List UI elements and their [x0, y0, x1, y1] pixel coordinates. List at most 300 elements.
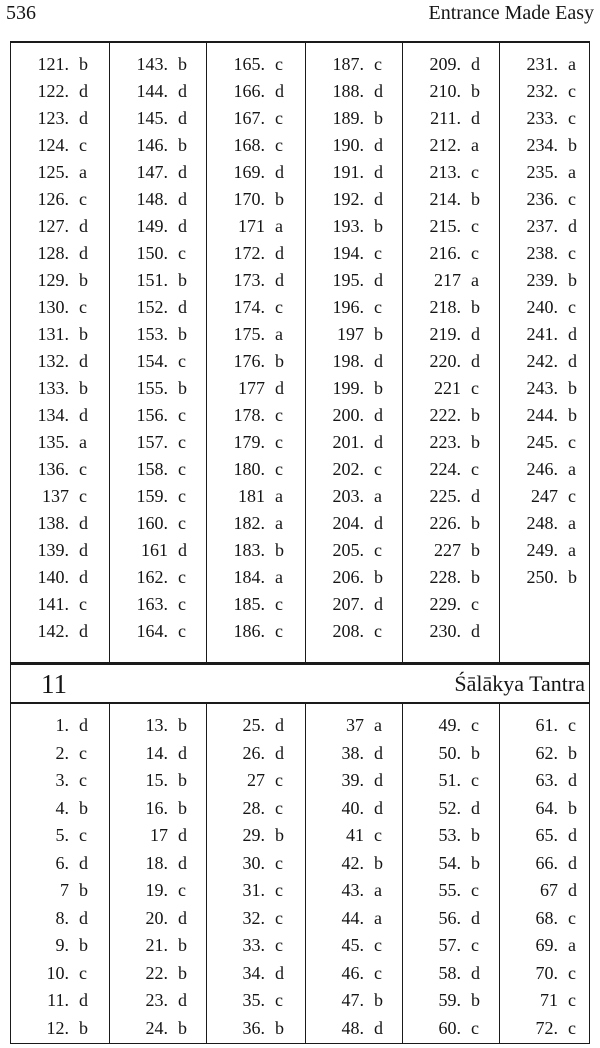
question-number: 1. [55, 715, 69, 735]
answer-table-2 [10, 702, 590, 1044]
answer-letter: d [79, 567, 88, 587]
question-number: 5. [55, 825, 69, 845]
question-number: 182. [233, 513, 265, 533]
answer-entry [403, 591, 500, 617]
question-number: 163. [136, 594, 168, 614]
question-number: 32. [242, 907, 265, 928]
answer-entry [110, 1015, 207, 1041]
answer-letter: d [79, 715, 88, 735]
answer-entry [500, 213, 590, 239]
question-number: 122. [37, 81, 69, 101]
answer-entry [306, 429, 403, 455]
answer-letter: d [374, 405, 383, 425]
question-number: 169. [233, 162, 265, 182]
answer-letter: d [568, 880, 577, 900]
question-number: 187. [332, 54, 364, 74]
answer-letter: b [79, 270, 88, 290]
answer-letter: d [79, 405, 88, 425]
answer-letter: d [374, 797, 383, 818]
answer-entry [207, 78, 306, 104]
answer-entry [110, 618, 207, 644]
answer-letter: c [471, 459, 479, 479]
answer-entry [11, 712, 109, 738]
answer-entry [500, 877, 590, 903]
question-number: 198. [332, 351, 364, 371]
answer-entry [403, 987, 500, 1013]
answer-entry [500, 375, 590, 401]
answer-entry [500, 712, 590, 738]
answer-entry [207, 767, 306, 793]
question-number: 229. [429, 594, 461, 614]
answer-letter: d [471, 962, 480, 983]
answer-entry [306, 564, 403, 590]
question-number: 45. [341, 935, 364, 955]
answer-letter: d [374, 162, 383, 182]
answer-entry [11, 132, 109, 158]
answer-letter: d [275, 270, 284, 290]
answer-entry [306, 850, 403, 876]
answer-letter: d [275, 962, 284, 983]
answer-entry [207, 618, 306, 644]
answer-entry [403, 456, 500, 482]
answer-letter: c [471, 715, 479, 735]
question-number: 27 [247, 770, 265, 790]
answer-entry [11, 1015, 109, 1041]
question-number: 132. [37, 351, 69, 371]
answer-letter: c [568, 907, 576, 928]
question-number: 220. [429, 351, 461, 371]
question-number: 135. [37, 432, 69, 452]
answer-letter: a [275, 324, 283, 344]
question-number: 136. [37, 459, 69, 479]
question-number: 211. [430, 108, 461, 128]
question-number: 123. [37, 108, 69, 128]
answer-entry [207, 321, 306, 347]
question-number: 43. [341, 880, 364, 900]
answer-letter: b [374, 108, 383, 128]
question-number: 164. [136, 621, 168, 641]
question-number: 241. [526, 324, 558, 344]
answer-letter: b [178, 54, 187, 74]
answer-entry [500, 51, 590, 77]
answer-letter: d [178, 907, 187, 928]
question-number: 66. [535, 852, 558, 873]
answer-entry [207, 960, 306, 986]
question-number: 4. [55, 797, 69, 818]
question-number: 174. [233, 297, 265, 317]
question-number: 40. [341, 797, 364, 818]
question-number: 202. [332, 459, 364, 479]
answer-entry [403, 960, 500, 986]
question-number: 140. [37, 567, 69, 587]
question-number: 219. [429, 324, 461, 344]
question-number: 31. [242, 880, 265, 900]
question-number: 151. [136, 270, 168, 290]
question-number: 232. [526, 81, 558, 101]
question-number: 18. [145, 852, 168, 873]
answer-letter: d [568, 324, 577, 344]
question-number: 167. [233, 108, 265, 128]
answer-letter: d [471, 324, 480, 344]
answer-entry [403, 767, 500, 793]
answer-entry [207, 483, 306, 509]
answer-letter: a [471, 135, 479, 155]
answer-letter: d [471, 351, 480, 371]
question-number: 54. [438, 852, 461, 873]
question-number: 228. [429, 567, 461, 587]
question-number: 61. [535, 715, 558, 735]
question-number: 147. [136, 162, 168, 182]
question-number: 247 [531, 486, 558, 506]
answer-entry [207, 510, 306, 536]
answer-letter: a [568, 54, 576, 74]
answer-entry [306, 186, 403, 212]
question-number: 155. [136, 378, 168, 398]
question-number: 250. [526, 567, 558, 587]
answer-letter: b [374, 990, 383, 1010]
answer-letter: d [374, 432, 383, 452]
answer-letter: b [79, 935, 88, 955]
answer-entry [306, 822, 403, 848]
answer-letter: d [178, 189, 187, 209]
question-number: 28. [242, 797, 265, 818]
answer-entry [11, 564, 109, 590]
answer-entry [306, 537, 403, 563]
answer-letter: c [178, 432, 186, 452]
answer-letter: d [79, 852, 88, 873]
answer-letter: c [471, 243, 479, 263]
answer-letter: c [275, 907, 283, 928]
answer-letter: c [79, 135, 87, 155]
answer-entry [207, 564, 306, 590]
answer-entry [110, 348, 207, 374]
answer-entry [110, 987, 207, 1013]
answer-entry [11, 740, 109, 766]
answer-entry [110, 132, 207, 158]
question-number: 215. [429, 216, 461, 236]
question-number: 173. [233, 270, 265, 290]
question-number: 34. [242, 962, 265, 983]
question-number: 30. [242, 852, 265, 873]
answer-letter: a [568, 935, 576, 955]
answer-letter: c [568, 189, 576, 209]
question-number: 125. [37, 162, 69, 182]
answer-entry [403, 795, 500, 821]
answer-entry [11, 618, 109, 644]
answer-entry [403, 132, 500, 158]
answer-letter: c [568, 990, 576, 1010]
answer-entry [207, 822, 306, 848]
question-number: 48. [341, 1017, 364, 1038]
answer-entry [306, 348, 403, 374]
answer-entry [11, 429, 109, 455]
answer-entry [500, 905, 590, 931]
answer-entry [207, 905, 306, 931]
question-number: 67 [540, 880, 558, 900]
answer-entry [403, 240, 500, 266]
answer-column [11, 704, 109, 1043]
answer-letter: d [178, 162, 187, 182]
question-number: 143. [136, 54, 168, 74]
answer-letter: b [275, 351, 284, 371]
answer-column [206, 43, 306, 662]
answer-entry [207, 132, 306, 158]
answer-entry [11, 159, 109, 185]
answer-letter: b [471, 189, 480, 209]
question-number: 170. [233, 189, 265, 209]
answer-entry [11, 510, 109, 536]
answer-letter: b [79, 378, 88, 398]
answer-entry [207, 348, 306, 374]
answer-letter: d [178, 825, 187, 845]
answer-letter: d [568, 770, 577, 790]
answer-entry [500, 429, 590, 455]
answer-entry [110, 186, 207, 212]
answer-letter: c [275, 621, 283, 641]
answer-letter: a [471, 270, 479, 290]
question-number: 36. [242, 1017, 265, 1038]
answer-letter: b [568, 742, 577, 763]
answer-entry [403, 618, 500, 644]
answer-entry [110, 78, 207, 104]
question-number: 139. [37, 540, 69, 560]
question-number: 237. [526, 216, 558, 236]
answer-entry [110, 456, 207, 482]
answer-letter: d [568, 216, 577, 236]
question-number: 166. [233, 81, 265, 101]
question-number: 134. [37, 405, 69, 425]
question-number: 37 [346, 715, 364, 735]
answer-entry [110, 159, 207, 185]
answer-entry [403, 321, 500, 347]
question-number: 26. [242, 742, 265, 763]
answer-letter: c [568, 81, 576, 101]
running-title: Entrance Made Easy [428, 2, 594, 24]
answer-entry [110, 240, 207, 266]
answer-entry [207, 740, 306, 766]
question-number: 205. [332, 540, 364, 560]
answer-entry [110, 510, 207, 536]
question-number: 190. [332, 135, 364, 155]
question-number: 183. [233, 540, 265, 560]
question-number: 131. [37, 324, 69, 344]
answer-entry [11, 905, 109, 931]
question-number: 238. [526, 243, 558, 263]
page-number: 536 [6, 2, 36, 24]
answer-entry [500, 483, 590, 509]
question-number: 181 [238, 486, 265, 506]
answer-letter: b [471, 990, 480, 1010]
answer-letter: d [79, 216, 88, 236]
question-number: 186. [233, 621, 265, 641]
question-number: 192. [332, 189, 364, 209]
answer-letter: c [79, 459, 87, 479]
answer-entry [500, 294, 590, 320]
answer-letter: d [79, 351, 88, 371]
answer-entry [500, 78, 590, 104]
question-number: 44. [341, 907, 364, 928]
answer-table-1 [10, 41, 590, 663]
answer-entry [500, 767, 590, 793]
answer-letter: d [374, 189, 383, 209]
question-number: 50. [438, 742, 461, 763]
answer-entry [11, 456, 109, 482]
answer-entry [403, 1015, 500, 1041]
answer-entry [11, 591, 109, 617]
answer-letter: d [471, 54, 480, 74]
question-number: 12. [46, 1017, 69, 1038]
question-number: 129. [37, 270, 69, 290]
answer-entry [306, 105, 403, 131]
answer-letter: c [275, 797, 283, 818]
answer-entry [306, 712, 403, 738]
question-number: 231. [526, 54, 558, 74]
answer-entry [207, 795, 306, 821]
answer-letter: b [471, 540, 480, 560]
answer-letter: b [471, 405, 480, 425]
answer-entry [110, 795, 207, 821]
answer-entry [500, 510, 590, 536]
question-number: 203. [332, 486, 364, 506]
question-number: 59. [438, 990, 461, 1010]
answer-column [499, 704, 590, 1043]
question-number: 150. [136, 243, 168, 263]
answer-letter: d [79, 513, 88, 533]
answer-column [402, 43, 500, 662]
answer-entry [306, 932, 403, 958]
question-number: 23. [145, 990, 168, 1010]
answer-entry [11, 321, 109, 347]
answer-letter: a [374, 907, 382, 928]
answer-letter: c [275, 459, 283, 479]
answer-letter: a [374, 715, 382, 735]
answer-entry [403, 78, 500, 104]
answer-entry [11, 483, 109, 509]
question-number: 145. [136, 108, 168, 128]
answer-letter: a [275, 486, 283, 506]
answer-entry [207, 375, 306, 401]
question-number: 35. [242, 990, 265, 1010]
answer-letter: c [374, 825, 382, 845]
answer-entry [403, 740, 500, 766]
question-number: 68. [535, 907, 558, 928]
answer-entry [403, 712, 500, 738]
question-number: 60. [438, 1017, 461, 1038]
answer-entry [500, 795, 590, 821]
answer-letter: c [178, 594, 186, 614]
question-number: 51. [438, 770, 461, 790]
answer-entry [500, 537, 590, 563]
answer-letter: c [568, 715, 576, 735]
question-number: 197 [337, 324, 364, 344]
answer-letter: c [374, 459, 382, 479]
answer-entry [403, 822, 500, 848]
answer-letter: c [275, 594, 283, 614]
question-number: 199. [332, 378, 364, 398]
answer-entry [306, 294, 403, 320]
answer-letter: c [568, 108, 576, 128]
answer-entry [306, 240, 403, 266]
answer-entry [306, 1015, 403, 1041]
question-number: 233. [526, 108, 558, 128]
answer-letter: c [79, 962, 87, 983]
answer-letter: b [471, 852, 480, 873]
answer-entry [306, 456, 403, 482]
question-number: 153. [136, 324, 168, 344]
answer-letter: d [79, 108, 88, 128]
question-number: 133. [37, 378, 69, 398]
question-number: 223. [429, 432, 461, 452]
question-number: 158. [136, 459, 168, 479]
answer-entry [110, 375, 207, 401]
answer-letter: a [374, 486, 382, 506]
answer-letter: c [178, 880, 186, 900]
answer-entry [403, 348, 500, 374]
question-number: 64. [535, 797, 558, 818]
answer-entry [403, 564, 500, 590]
answer-letter: d [178, 852, 187, 873]
question-number: 172. [233, 243, 265, 263]
question-number: 63. [535, 770, 558, 790]
answer-letter: c [568, 297, 576, 317]
question-number: 47. [341, 990, 364, 1010]
answer-entry [11, 105, 109, 131]
answer-letter: c [178, 243, 186, 263]
section-title: Śālākya Tantra [454, 671, 585, 696]
answer-entry [207, 1015, 306, 1041]
answer-entry [500, 132, 590, 158]
answer-entry [403, 159, 500, 185]
question-number: 245. [526, 432, 558, 452]
answer-letter: c [374, 962, 382, 983]
answer-letter: c [374, 297, 382, 317]
answer-entry [403, 267, 500, 293]
answer-letter: d [178, 297, 187, 317]
answer-letter: c [275, 108, 283, 128]
answer-entry [403, 186, 500, 212]
question-number: 33. [242, 935, 265, 955]
answer-letter: c [471, 880, 479, 900]
answer-letter: b [471, 825, 480, 845]
answer-entry [110, 905, 207, 931]
answer-entry [11, 240, 109, 266]
answer-entry [403, 51, 500, 77]
answer-letter: b [374, 567, 383, 587]
question-number: 213. [429, 162, 461, 182]
question-number: 41 [346, 825, 364, 845]
answer-column [305, 704, 403, 1043]
question-number: 160. [136, 513, 168, 533]
question-number: 17 [150, 825, 168, 845]
answer-entry [110, 429, 207, 455]
question-number: 201. [332, 432, 364, 452]
question-number: 216. [429, 243, 461, 263]
answer-entry [403, 850, 500, 876]
answer-letter: b [374, 378, 383, 398]
answer-entry [207, 267, 306, 293]
question-number: 159. [136, 486, 168, 506]
answer-entry [306, 618, 403, 644]
answer-letter: a [568, 540, 576, 560]
answer-entry [110, 483, 207, 509]
question-number: 195. [332, 270, 364, 290]
answer-entry [11, 51, 109, 77]
question-number: 49. [438, 715, 461, 735]
answer-letter: c [178, 621, 186, 641]
answer-entry [500, 1015, 590, 1041]
answer-letter: d [79, 621, 88, 641]
question-number: 156. [136, 405, 168, 425]
